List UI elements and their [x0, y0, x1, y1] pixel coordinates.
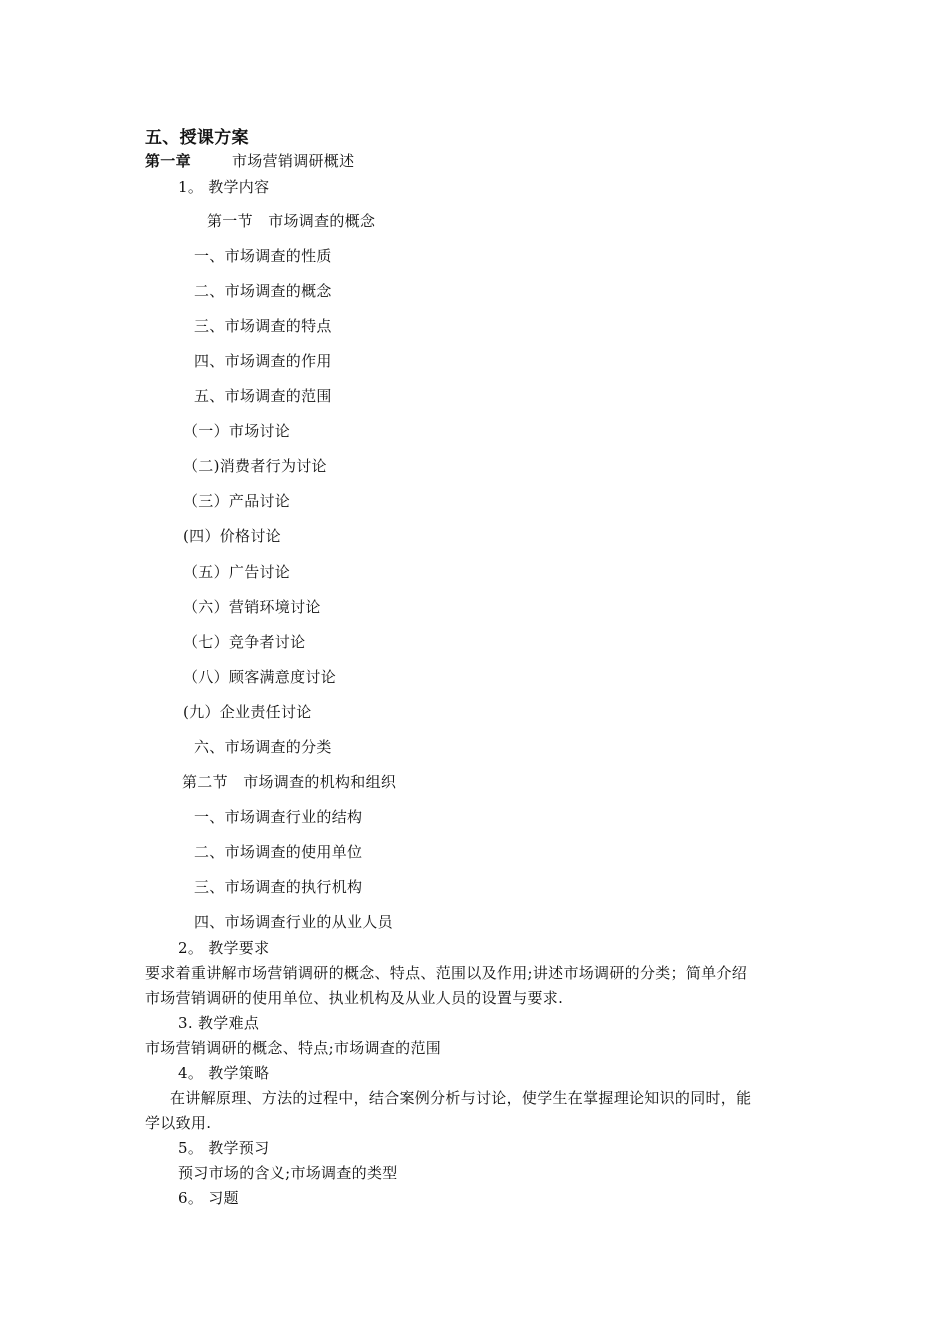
- item1-heading: 1。 教学内容: [178, 178, 270, 196]
- item5-heading: 5。 教学预习: [178, 1139, 270, 1157]
- section1-item: 二、市场调查的概念: [194, 282, 332, 300]
- chapter-label: 第一章: [145, 152, 191, 170]
- scope-sub-item: （七）竞争者讨论: [183, 633, 306, 651]
- scope-sub-item: （一）市场讨论: [183, 422, 291, 440]
- item2-body: 市场营销调研的使用单位、执业机构及从业人员的设置与要求.: [145, 989, 564, 1007]
- section1-item: 四、市场调查的作用: [194, 352, 332, 370]
- item4-body: 在讲解原理、方法的过程中，结合案例分析与讨论，使学生在掌握理论知识的同时，能: [170, 1089, 752, 1107]
- item4-heading: 4。 教学策略: [178, 1064, 270, 1082]
- scope-sub-item: （二)消费者行为讨论: [183, 457, 327, 475]
- item5-body: 预习市场的含义;市场调查的类型: [178, 1164, 398, 1182]
- scope-sub-item: （八）顾客满意度讨论: [183, 668, 337, 686]
- item6-heading: 6。 习题: [178, 1189, 239, 1207]
- scope-sub-item: （三）产品讨论: [183, 492, 291, 510]
- scope-sub-item: （六）营销环境讨论: [183, 598, 321, 616]
- item4-body: 学以致用.: [145, 1114, 212, 1132]
- section1-item: 一、市场调查的性质: [194, 247, 332, 265]
- section2-item: 二、市场调查的使用单位: [194, 843, 363, 861]
- item2-heading: 2。 教学要求: [178, 939, 270, 957]
- section2-item: 三、市场调查的执行机构: [194, 878, 363, 896]
- section2-item: 四、市场调查行业的从业人员: [194, 913, 393, 931]
- section1-title: 第一节 市场调查的概念: [207, 212, 376, 230]
- section2-title: 第二节 市场调查的机构和组织: [182, 773, 397, 791]
- section2-item: 一、市场调查行业的结构: [194, 808, 363, 826]
- item3-body: 市场营销调研的概念、特点;市场调查的范围: [145, 1039, 442, 1057]
- section1-item: 六、市场调查的分类: [194, 738, 332, 756]
- scope-sub-item: (四）价格讨论: [183, 527, 281, 545]
- item3-heading: 3. 教学难点: [178, 1014, 260, 1032]
- section1-item: 五、市场调查的范围: [194, 387, 332, 405]
- item2-body: 要求着重讲解市场营销调研的概念、特点、范围以及作用;讲述市场调研的分类；简单介绍: [145, 964, 748, 982]
- scope-sub-item: （五）广告讨论: [183, 563, 291, 581]
- section-heading: 五、授课方案: [145, 128, 249, 148]
- chapter-title: 市场营销调研概述: [232, 152, 355, 170]
- section1-item: 三、市场调查的特点: [194, 317, 332, 335]
- scope-sub-item: (九）企业责任讨论: [183, 703, 312, 721]
